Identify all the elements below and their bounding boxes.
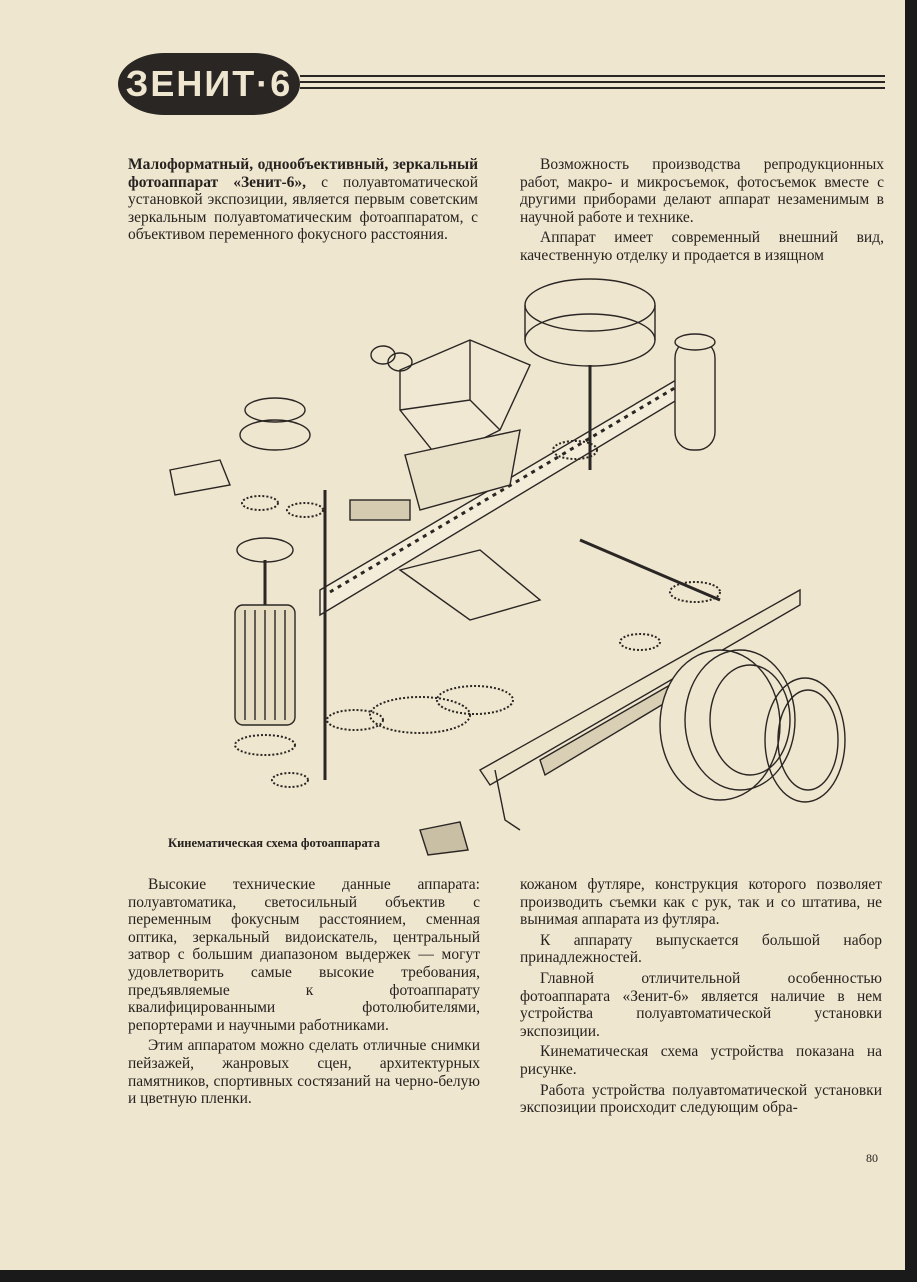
paragraph: Возможность производства репродукционных работ, макро- и микросъемок, фотосъемок вместе с другими приборами делают аппарат незаменимым в научной работе и технике.: [520, 156, 884, 226]
header-rule: [300, 87, 885, 89]
page-number: 80: [866, 1151, 878, 1165]
header-rule: [300, 75, 885, 77]
paragraph: Работа устройства полуавтоматической установки экспозиции происходит следующим обра-: [520, 1081, 882, 1117]
paragraph: Аппарат имеет современный внешний вид, качественную отделку и продается в изящном: [520, 229, 884, 264]
title-badge: [118, 53, 300, 115]
paragraph: Главной отличительной особенностью фотоаппарата «Зенит-6» является наличие в нем устройства полуавтоматической установки экспозиции.: [520, 969, 882, 1040]
intro-lead: Малоформатный, однообъективный, зеркальный фотоаппарат «Зенит-6»,: [128, 156, 478, 191]
paragraph: Кинематическая схема устройства показана на рисунке.: [520, 1043, 882, 1078]
intro-rest: с полуавтоматической установкой экспозиции, является первым советским зеркальным полуавтоматическим фотоаппаратом, с объективом переменного фокусного расстояния.: [128, 173, 478, 244]
body-left-column: [128, 876, 480, 1108]
intro-left-column: [128, 156, 478, 244]
page-title: ЗЕНИТ·6: [125, 63, 293, 104]
header-rule: [300, 81, 885, 83]
body-right-column: [520, 876, 882, 1117]
figure-caption: Кинематическая схема фотоаппарата: [168, 836, 380, 850]
kinematic-diagram: [150, 270, 850, 870]
paragraph: К аппарату выпускается большой набор принадлежностей.: [520, 931, 882, 967]
intro-right-column: [520, 156, 884, 265]
paragraph: Высокие технические данные аппарата: полуавтоматика, светосильный объектив с переменным фокусным расстоянием, сменная оптика, зеркальный видоискатель, центральный затвор с большим диапазоном выдержек — могут удовлетворить самые высокие требования, предъявляемые к фотоаппарату квалифицированными фотолюбителями, репортерами и научными работниками.: [128, 876, 480, 1034]
paragraph: кожаном футляре, конструкция которого позволяет производить съемки как с рук, так и со штатива, не вынимая аппарата из футляра.: [520, 876, 882, 929]
paragraph: Этим аппаратом можно сделать отличные снимки пейзажей, жанровых сцен, архитектурных памятников, спортивных состязаний на черно-белую и цветную пленки.: [128, 1037, 480, 1108]
intro-paragraph: [128, 156, 478, 244]
